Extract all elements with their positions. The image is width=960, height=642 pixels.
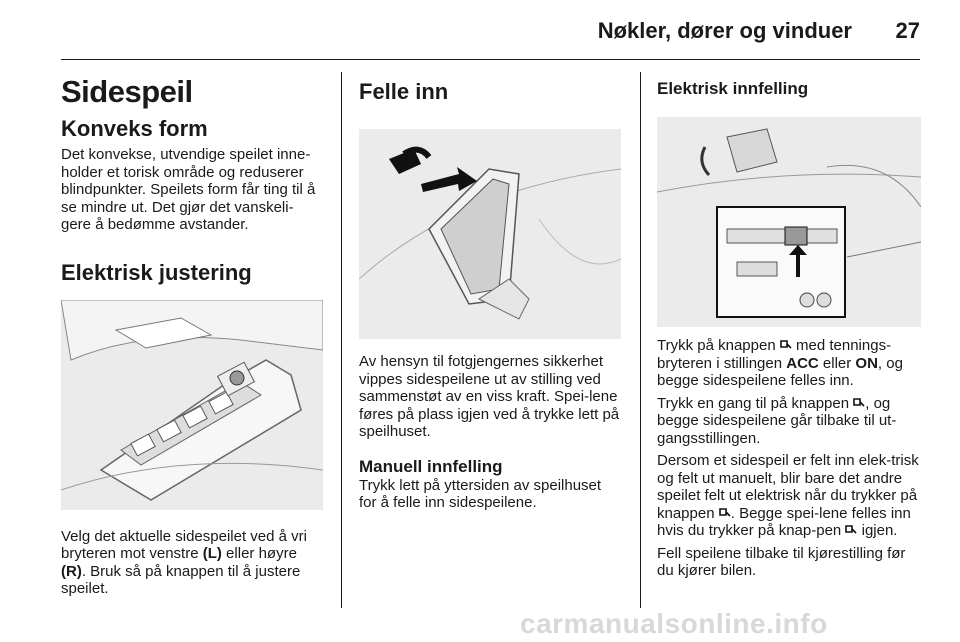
- paragraph-manuell-innfelling: Trykk lett på yttersiden av speilhuset for å felle inn sidespeilene.: [359, 476, 602, 511]
- mirror-fold-button-icon: [853, 397, 865, 409]
- paragraph-kjorestilling: Fell speilene tilbake til kjørestilling før du kjører bilen.: [657, 544, 906, 579]
- subheading-manuell-innfelling: Manuell innfelling: [359, 456, 503, 476]
- column-3: [657, 62, 921, 580]
- column-1: [61, 62, 323, 598]
- paragraph-felle-inn: Av hensyn til fotgjengernes sikkerhet vippes sidespeilene ut av stilling ved sammenstøt av en viss kraft. Spei-lene føres på plass igjen ved å trykke lett på speilhuset.: [359, 353, 620, 440]
- column-divider-2: [640, 72, 641, 608]
- subheading-elektrisk-justering: Elektrisk justering: [61, 259, 252, 285]
- figure-fold-button: [657, 117, 921, 327]
- mirror-fold-button-icon: [719, 507, 731, 519]
- page-number: 27: [895, 18, 920, 43]
- column-2: [359, 62, 621, 512]
- column-divider-1: [341, 72, 342, 608]
- mirror-fold-illustration: [359, 129, 621, 339]
- section-title: Sidespeil: [61, 74, 193, 109]
- page-header: [0, 0, 960, 60]
- mirror-fold-button-icon: [845, 524, 857, 536]
- subheading-elektrisk-innfelling: Elektrisk innfelling: [657, 79, 809, 98]
- paragraph-konveks: Det konvekse, utvendige speilet inne-holder et torisk område og reduserer blindpunkter. Speilets form får ting til å se mindre ut. Det gjør det vanskeli-gere å bedømme avstander.: [61, 146, 316, 233]
- mirror-fold-button-icon: [780, 339, 792, 351]
- paragraph-knapp-3: Dersom et sidespeil er felt inn elek-trisk og felt ut manuelt, blir bare det andre speilet felt ut elektrisk når du trykker på knappen . Begge spei-lene felles inn hvis du trykker på knap-pen igjen.: [657, 452, 919, 539]
- paragraph-elektrisk-justering: Velg det aktuelle sidespeilet ved å vri bryteren mot venstre (L) eller høyre (R). Bruk så på knappen til å justere speilet.: [61, 527, 307, 597]
- header-title: Nøkler, dører og vinduer: [597, 18, 852, 43]
- fold-button-illustration: [657, 117, 921, 327]
- watermark: carmanualsonline.info: [520, 608, 828, 639]
- door-switch-illustration: [61, 300, 323, 510]
- header-rule: [61, 59, 920, 60]
- figure-window-switch-panel: [61, 300, 323, 510]
- subheading-felle-inn: Felle inn: [359, 79, 449, 104]
- paragraph-knapp-2: Trykk en gang til på knappen , og begge sidespeilene går tilbake til ut-gangsstillingen.: [657, 394, 897, 447]
- subheading-konveks: Konveks form: [61, 116, 208, 141]
- figure-mirror-fold: [359, 129, 621, 339]
- paragraph-knapp-1: Trykk på knappen med tennings-bryteren i stillingen ACC eller ON, og begge sidespeilene felles inn.: [657, 337, 903, 389]
